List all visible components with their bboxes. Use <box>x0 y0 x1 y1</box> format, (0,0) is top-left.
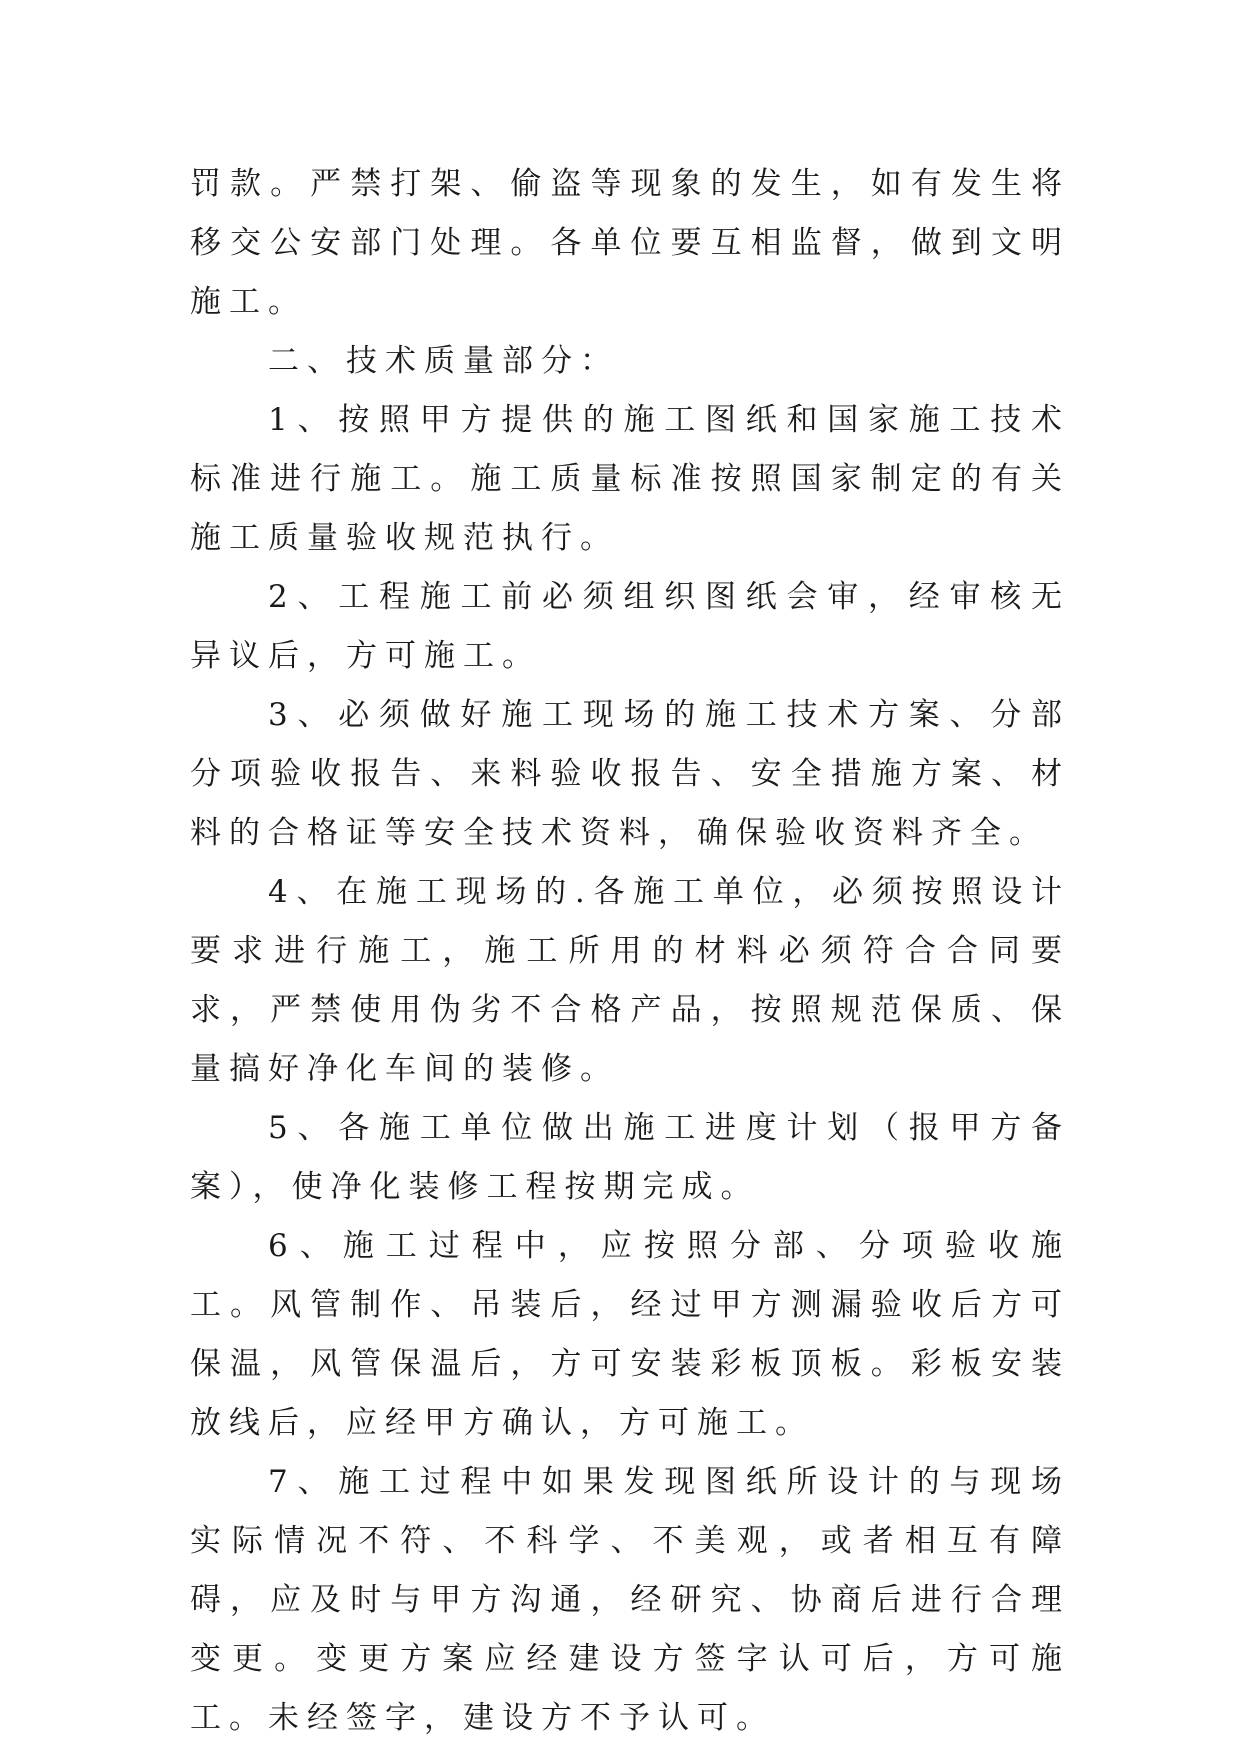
paragraph-item-7: 7、施工过程中如果发现图纸所设计的与现场实际情况不符、不科学、不美观，或者相互有障碍，应及时与甲方沟通，经研究、协商后进行合理变更。变更方案应经建设方签字认可后，方可施工。未经签字，建设方不予认可。 <box>190 1464 1070 1736</box>
section-heading-technical-quality: 二、技术质量部分： <box>268 343 619 379</box>
paragraph-item-3: 3、必须做好施工现场的施工技术方案、分部分项验收报告、来料验收报告、安全措施方案、材料的合格证等安全技术资料，确保验收资料齐全。 <box>190 697 1070 851</box>
paragraph-item-5: 5、各施工单位做出施工进度计划（报甲方备案），使净化装修工程按期完成。 <box>190 1110 1070 1205</box>
paragraph-item-6: 6、施工过程中，应按照分部、分项验收施工。风管制作、吊装后，经过甲方测漏验收后方可保温，风管保温后，方可安装彩板顶板。彩板安装放线后，应经甲方确认，方可施工。 <box>190 1228 1070 1441</box>
paragraph-item-2: 2、工程施工前必须组织图纸会审，经审核无异议后，方可施工。 <box>190 579 1070 674</box>
document-body <box>190 155 1070 1748</box>
paragraph-item-4: 4、在施工现场的.各施工单位，必须按照设计要求进行施工，施工所用的材料必须符合合同要求，严禁使用伪劣不合格产品，按照规范保质、保量搞好净化车间的装修。 <box>190 874 1070 1087</box>
paragraph-item-1: 1、按照甲方提供的施工图纸和国家施工技术标准进行施工。施工质量标准按照国家制定的有关施工质量验收规范执行。 <box>190 402 1070 556</box>
paragraph-continuation: 罚款。严禁打架、偷盗等现象的发生，如有发生将移交公安部门处理。各单位要互相监督，做到文明施工。 <box>190 166 1070 320</box>
